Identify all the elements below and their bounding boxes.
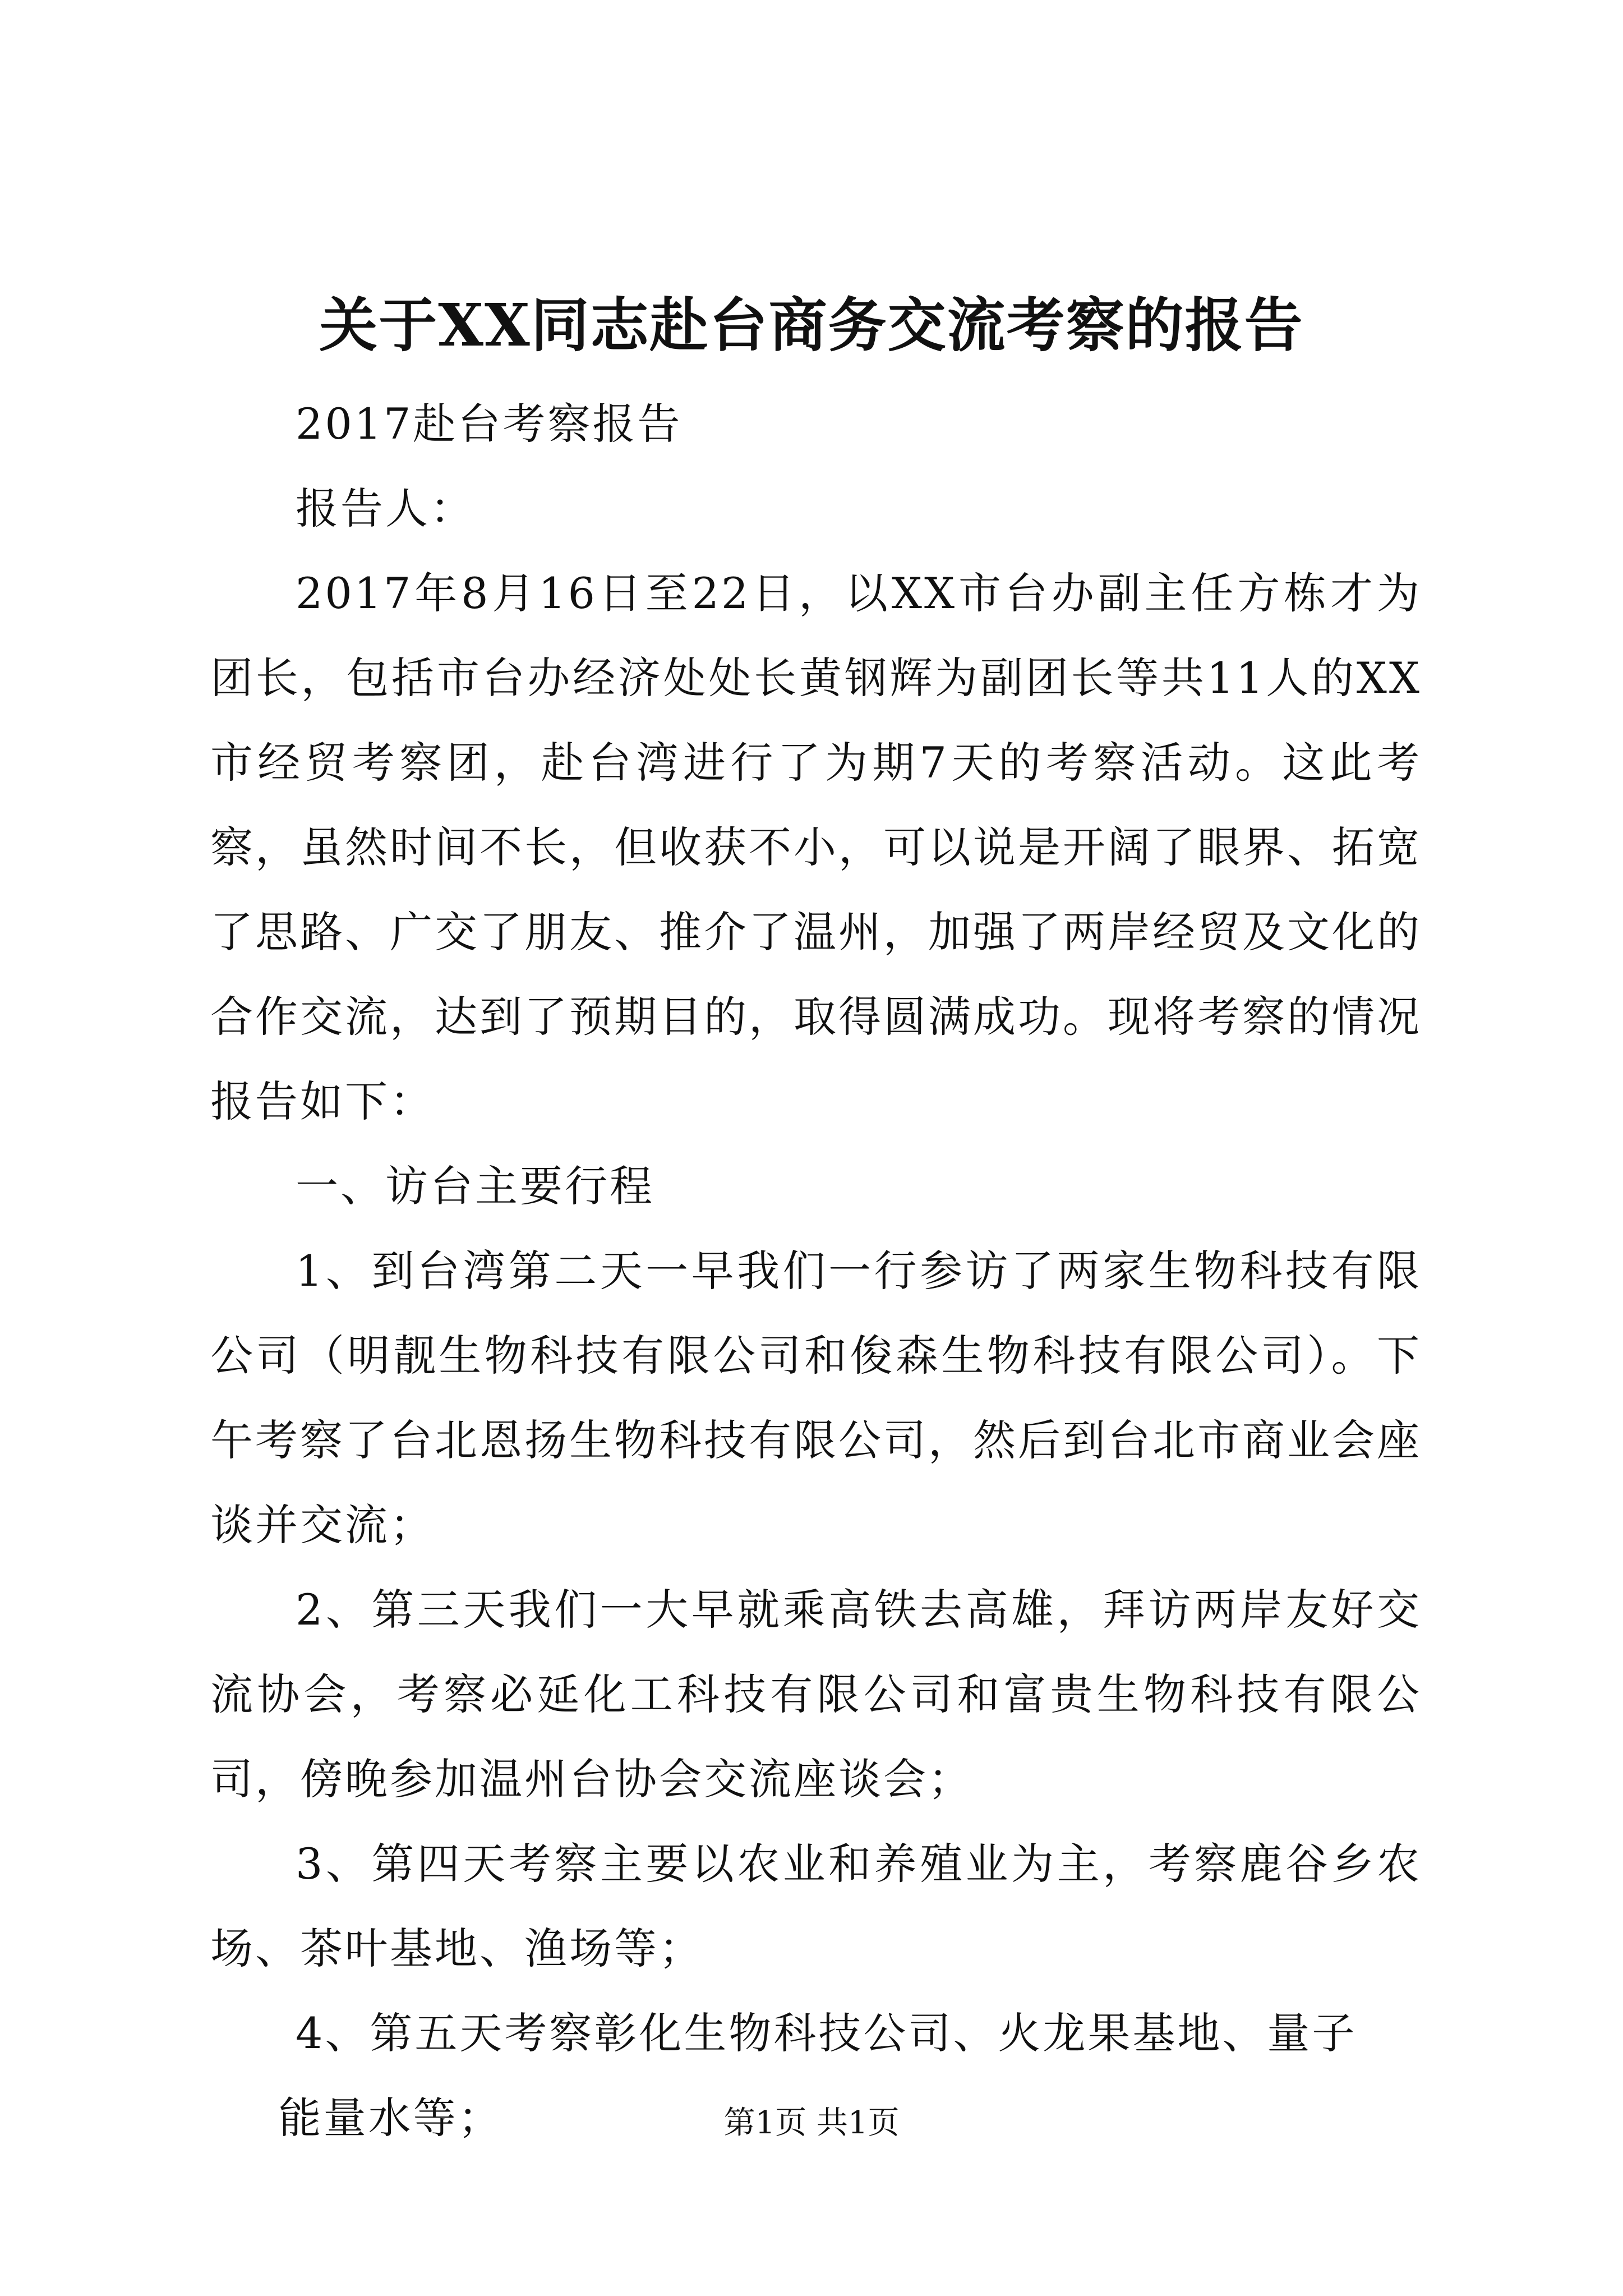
itinerary-item-3: 3、第四天考察主要以农业和养殖业为主，考察鹿谷乡农场、茶叶基地、渔场等； — [210, 1839, 1422, 1973]
document-body — [210, 381, 1422, 2160]
itinerary-item-1: 1、到台湾第二天一早我们一行参访了两家生物科技有限公司（明靓生物科技有限公司和俊森生物科技有限公司）。下午考察了台北恩扬生物科技有限公司，然后到台北市商业会座谈并交流； — [210, 1246, 1422, 1550]
section-heading-itinerary: 一、访台主要行程 — [296, 1161, 654, 1211]
page-footer: 第1页 共1页 — [723, 2105, 900, 2141]
document-title: 关于XX同志赴台商务交流考察的报告 — [319, 291, 1304, 360]
paragraph-intro: 2017年8月16日至22日，以XX市台办副主任方栋才为团长，包括市台办经济处处长黄钢辉为副团长等共11人的XX市经贸考察团，赴台湾进行了为期7天的考察活动。这此考察，虽然时间不长，但收获不小，可以说是开阔了眼界、拓宽了思路、广交了朋友、推介了温州，加强了两岸经贸及文化的合作交流，达到了预期目的，取得圆满成功。现将考察的情况报告如下： — [210, 568, 1422, 1126]
paragraph-subtitle: 2017赴台考察报告 — [296, 399, 683, 449]
itinerary-item-4: 4、第五天考察彰化生物科技公司、火龙果基地、量子 — [296, 2008, 1357, 2058]
itinerary-item-2: 2、第三天我们一大早就乘高铁去高雄，拜访两岸友好交流协会，考察必延化工科技有限公司和富贵生物科技有限公司，傍晚参加温州台协会交流座谈会； — [210, 1585, 1422, 1804]
itinerary-item-4-continuation: 能量水等； — [278, 2093, 503, 2143]
paragraph-reporter: 报告人： — [296, 484, 475, 533]
